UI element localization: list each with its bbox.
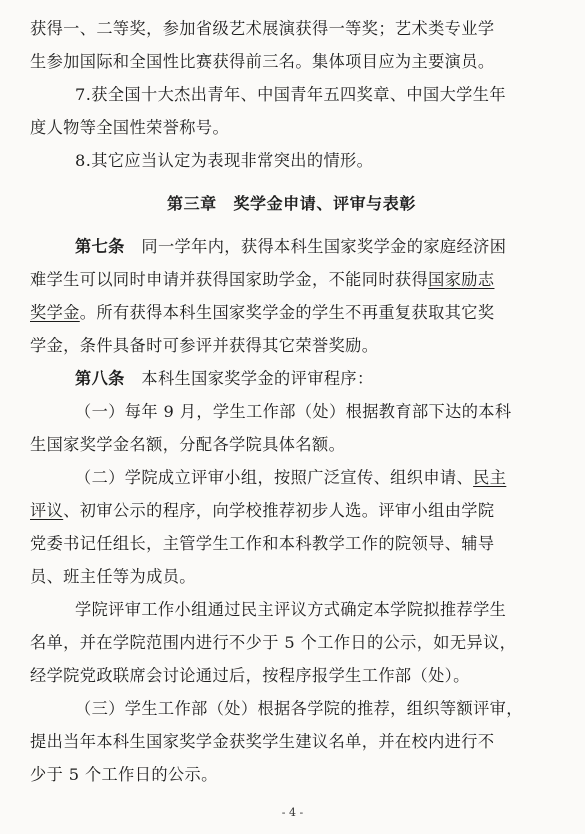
article-7-label: 第七条 bbox=[75, 237, 125, 256]
body-line bbox=[30, 494, 553, 527]
article-7-line-1 bbox=[30, 230, 553, 263]
body-text: 、初审公示的程序，向学校推荐初步人选。评审小组由学院 bbox=[63, 501, 495, 520]
body-line: （三）学生工作部（处）根据各学院的推荐，组织等额评审， bbox=[75, 699, 523, 718]
article-7-line-4: 学金，条件具备时可参评并获得其它荣誉奖励。 bbox=[30, 336, 379, 355]
underlined-term: 奖学金 bbox=[30, 303, 80, 322]
body-line: 8.其它应当认定为表现非常突出的情形。 bbox=[75, 151, 374, 170]
body-line: （一）每年 9 月，学生工作部（处）根据教育部下达的本科 bbox=[75, 402, 512, 421]
body-text: （二）学院成立评审小组，按照广泛宣传、组织申请、 bbox=[75, 468, 474, 487]
underlined-term: 国家励志 bbox=[428, 270, 495, 289]
body-line: 提出当年本科生国家奖学金获奖学生建议名单，并在校内进行不 bbox=[30, 732, 495, 751]
body-line: 学院评审工作小组通过民主评议方式确定本学院拟推荐学生 bbox=[75, 600, 507, 619]
body-line: 党委书记任组长，主管学生工作和本科教学工作的院领导、辅导 bbox=[30, 534, 495, 553]
body-line: 生参加国际和全国性比赛获得前三名。集体项目应为主要演员。 bbox=[30, 52, 495, 71]
body-line: 7.获全国十大杰出青年、中国青年五四奖章、中国大学生年 bbox=[75, 85, 506, 104]
article-8-line-1 bbox=[30, 362, 553, 395]
body-line: 经学院党政联席会讨论通过后，按程序报学生工作部（处）。 bbox=[30, 666, 470, 685]
body-line: 获得一、二等奖，参加省级艺术展演获得一等奖；艺术类专业学 bbox=[30, 19, 495, 38]
page-number: - 4 - bbox=[281, 806, 304, 819]
article-7-line-2 bbox=[30, 263, 553, 296]
underlined-term: 评议 bbox=[30, 501, 64, 520]
article-8-text: 本科生国家奖学金的评审程序： bbox=[141, 369, 374, 388]
article-7-text: 同一学年内，获得本科生国家奖学金的家庭经济困 bbox=[141, 237, 507, 256]
chapter-title: 第三章 奖学金申请、评审与表彰 bbox=[166, 194, 416, 213]
article-7-text: 难学生可以同时申请并获得国家助学金，不能同时获得 bbox=[30, 270, 429, 289]
body-line: 生国家奖学金名额，分配各学院具体名额。 bbox=[30, 435, 346, 454]
body-line bbox=[30, 461, 553, 494]
article-8-label: 第八条 bbox=[75, 369, 125, 388]
article-7-line-3 bbox=[30, 296, 553, 329]
body-line: 度人物等全国性荣誉称号。 bbox=[30, 118, 230, 137]
body-line: 员、班主任等为成员。 bbox=[30, 567, 196, 586]
body-line: 少于 5 个工作日的公示。 bbox=[30, 765, 218, 784]
article-7-text: 。所有获得本科生国家奖学金的学生不再重复获取其它奖 bbox=[79, 303, 495, 322]
underlined-term: 民主 bbox=[473, 468, 507, 487]
body-line: 名单，并在学院范围内进行不少于 5 个工作日的公示，如无异议， bbox=[30, 633, 517, 652]
